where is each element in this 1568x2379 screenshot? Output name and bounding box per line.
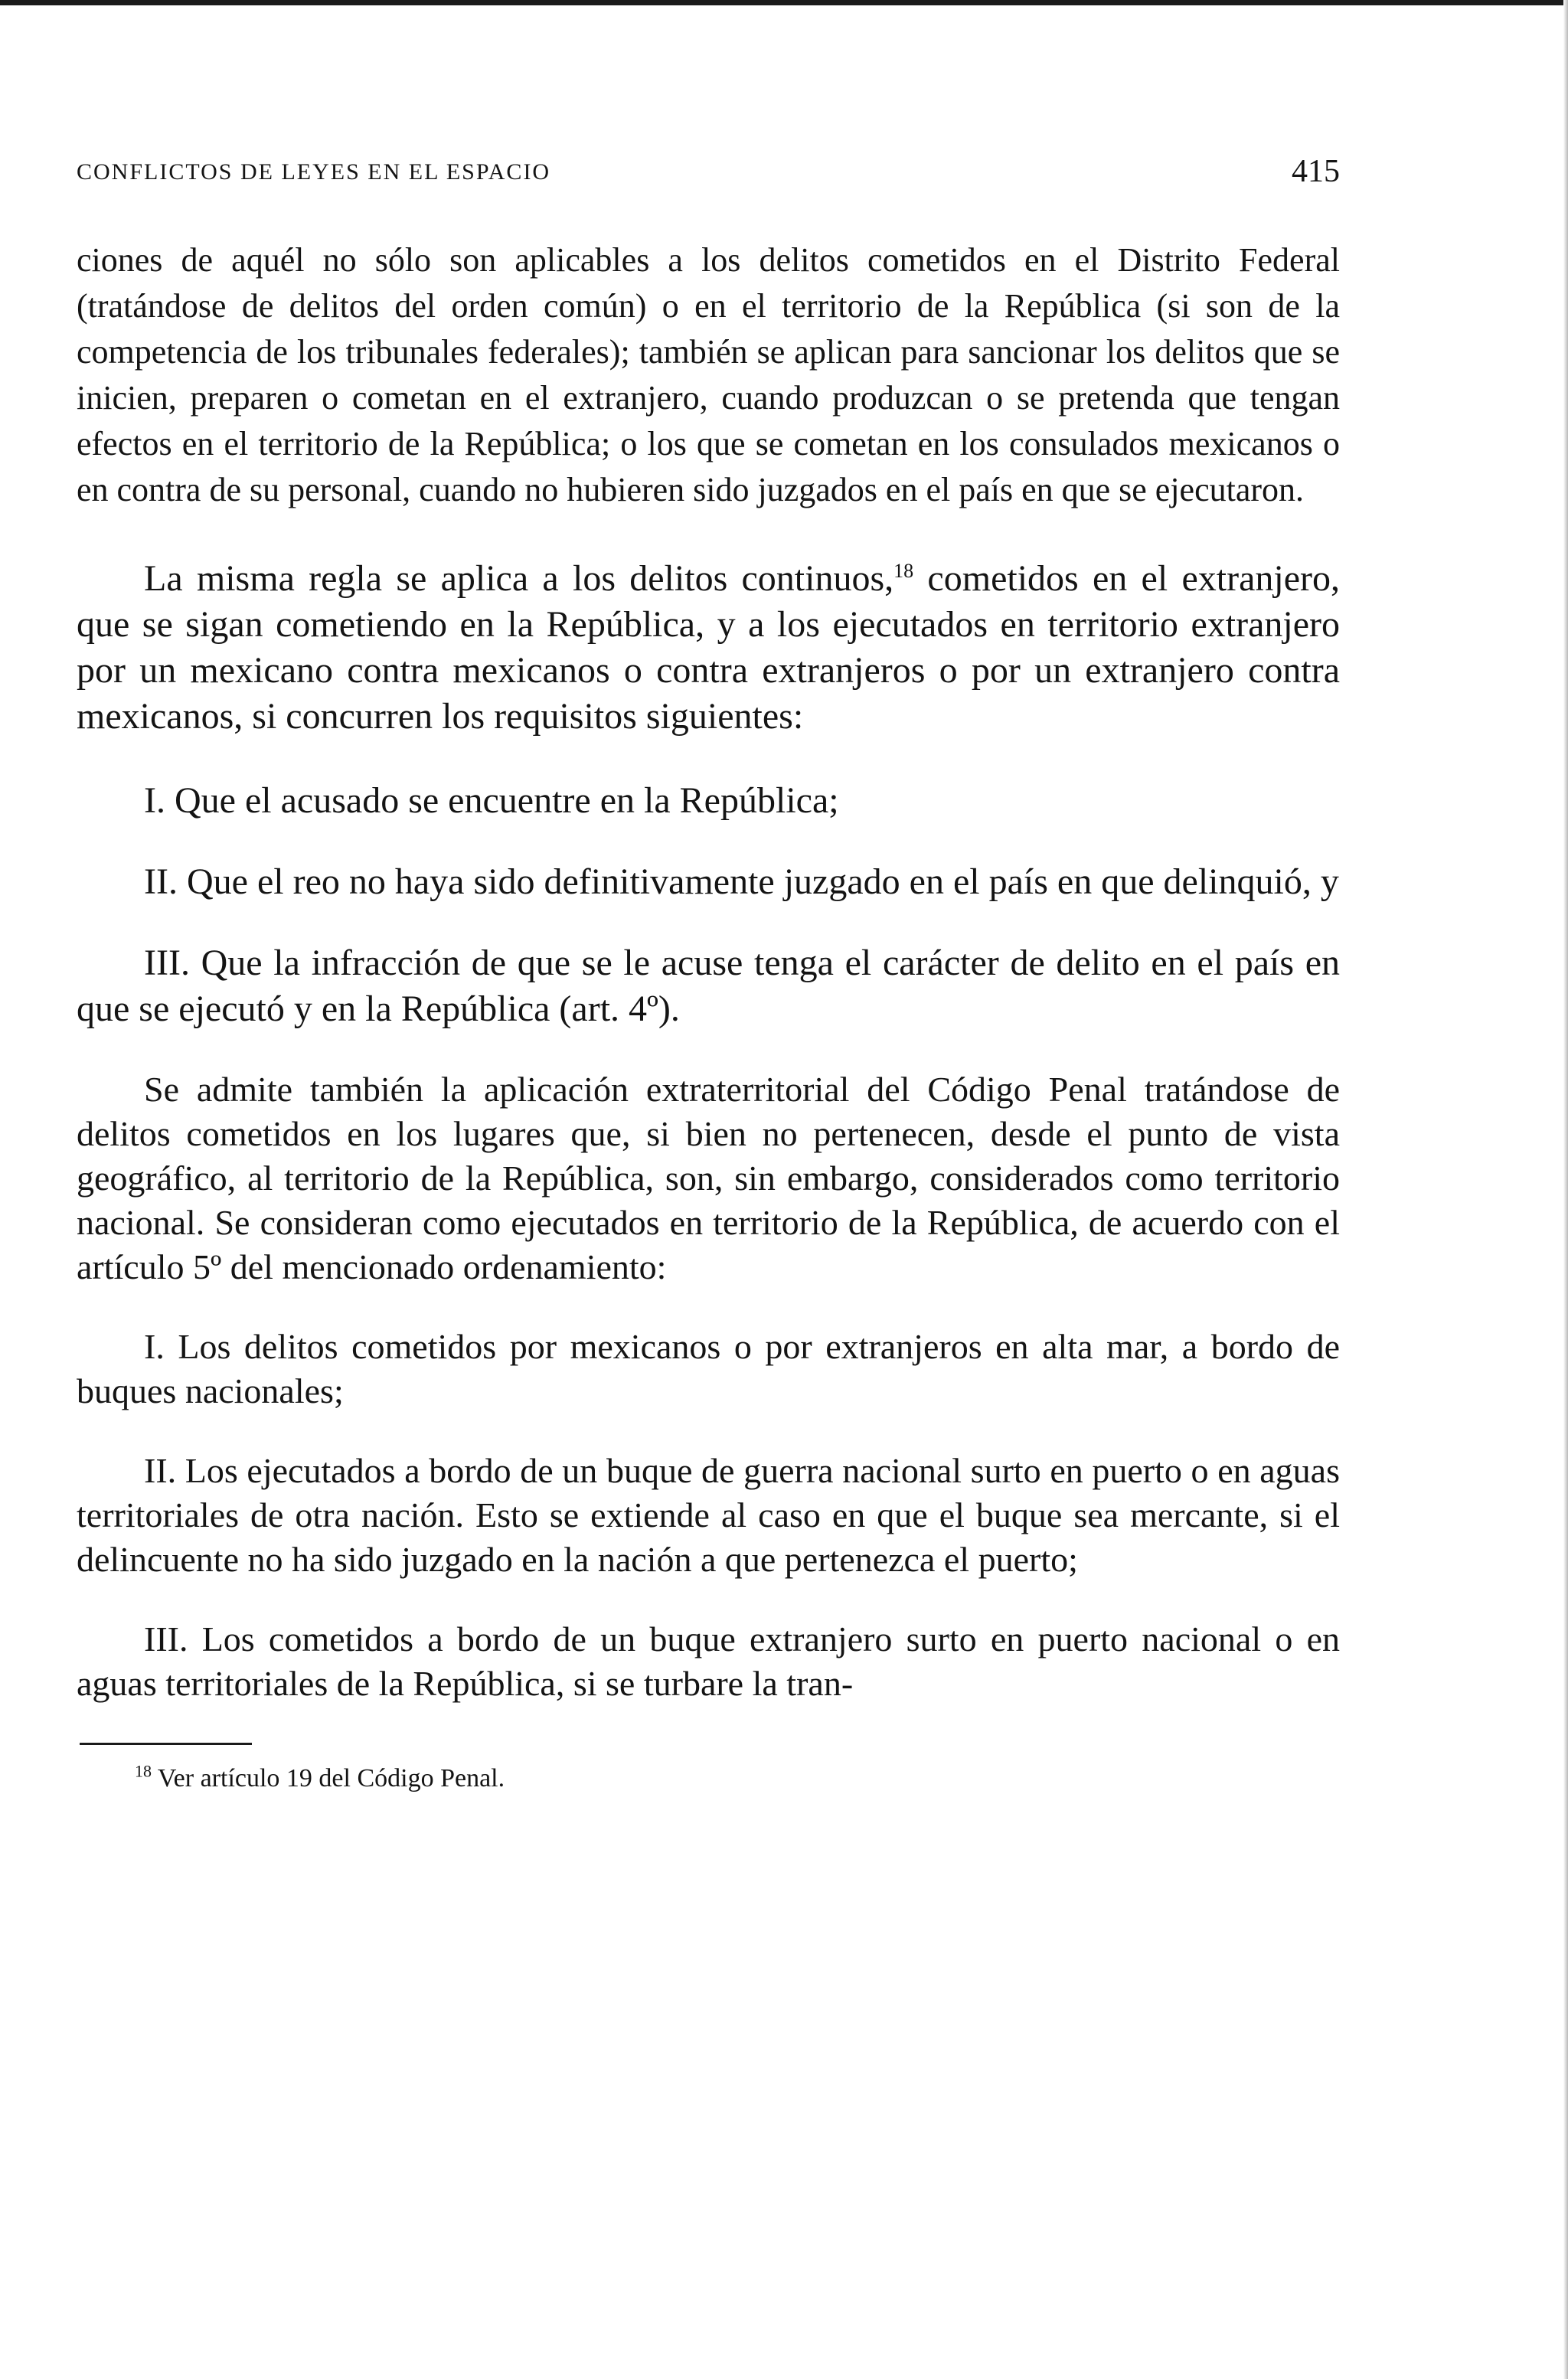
requirement-item-2: II. Que el reo no haya sido definitivamente juzgado en el país en que delinquió, y [144, 861, 1339, 902]
scan-edge-right [1563, 0, 1568, 2379]
footnote-text: Ver artículo 19 del Código Penal. [152, 1764, 505, 1792]
paragraph-extraterritorial: Se admite también la aplicación extraterritorial del Código Penal tratándose de delitos cometidos en los lugares que, si bien no pertenecen, desde el punto de vista geográfico, al territorio de la República, son, sin embargo, considerados como territorio nacional. Se consideran como ejecutados en territorio de la República, de acuerdo con el artículo 5º del mencionado ordenamiento: [77, 1070, 1340, 1286]
paragraph-text: La misma regla se aplica a los delitos continuos, [144, 558, 894, 599]
footnote [77, 1762, 1340, 1796]
requirement-item-1: I. Que el acusado se encuentre en la República; [144, 780, 839, 821]
scan-edge-top [0, 0, 1568, 5]
requirement-item-3: III. Que la infracción de que se le acuse tenga el carácter de delito en el país en que se ejecutó y en la República (art. 4º). [77, 943, 1340, 1029]
footnote-divider [80, 1743, 252, 1745]
page-header [77, 153, 1340, 199]
footnote-marker: 18 [135, 1761, 152, 1781]
footnote-reference: 18 [893, 560, 914, 582]
territory-item-2: II. Los ejecutados a bordo de un buque de guerra nacional surto en puerto o en aguas territoriales de otra nación. Esto se extiende al caso en que el buque sea mercante, si el delincuente no ha sido juzgado en la nación a que pertenezca el puerto; [77, 1451, 1340, 1579]
page-number: 415 [1292, 154, 1340, 189]
paragraph-text: cometidos en el extranjero, que se sigan cometiendo en la República, y a los ejecutados en territorio extranjero por un mexicano contra mexicanos o contra extranjeros o por un extranjero contra mexicanos, si concurren los requisitos siguientes: [77, 558, 1341, 737]
territory-item-1: I. Los delitos cometidos por mexicanos o por extranjeros en alta mar, a bordo de buques nacionales; [77, 1327, 1340, 1410]
book-page [77, 153, 1340, 1796]
running-head: CONFLICTOS DE LEYES EN EL ESPACIO [77, 159, 551, 185]
paragraph-continuation: ciones de aquél no sólo son aplicables a los delitos cometidos en el Distrito Federal (tratándose de delitos del orden común) o en el territorio de la República (si son de la competencia de los tribunales federales); también se aplican para sancionar los delitos que se inicien, preparen o cometan en el extranjero, cuando produzcan o se pretenda que tengan efectos en el territorio de la República; o los que se cometan en los consulados mexicanos o en contra de su personal, cuando no hubieren sido juzgados en el país en que se ejecutaron. [77, 241, 1340, 508]
paragraph-continuous-crimes [77, 556, 1340, 740]
territory-item-3: III. Los cometidos a bordo de un buque extranjero surto en puerto nacional o en aguas territoriales de la República, si se turbare la tran- [77, 1619, 1340, 1703]
